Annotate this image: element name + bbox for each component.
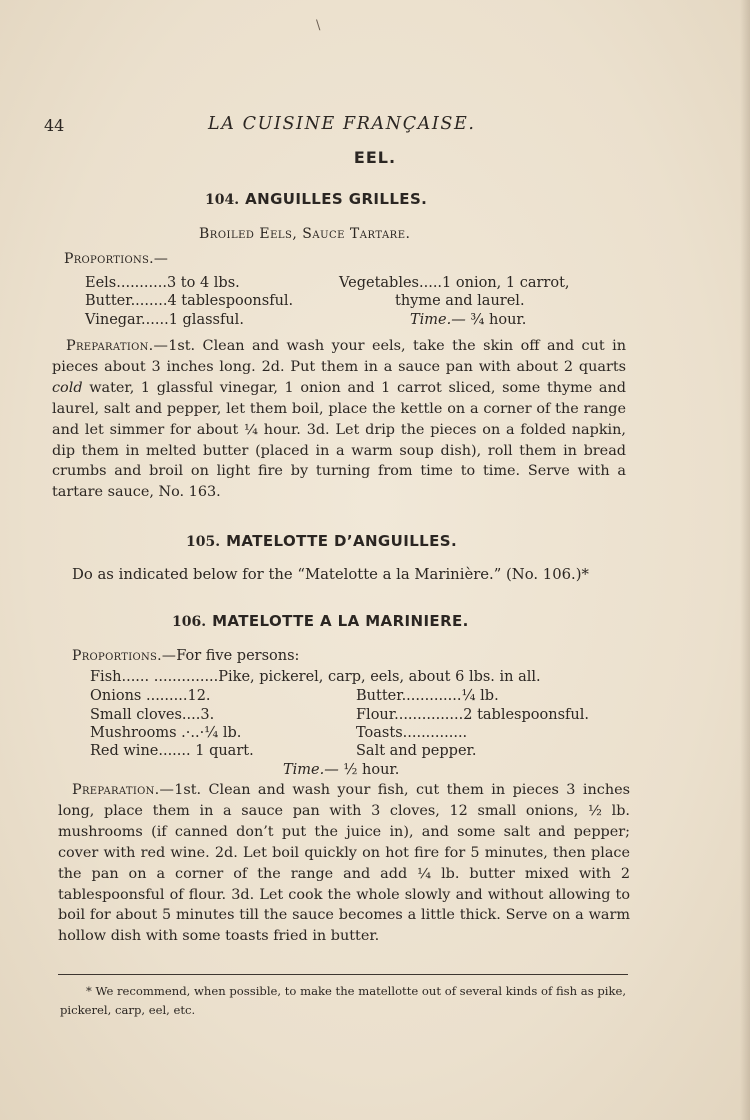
recipe-106-preparation [58, 780, 630, 947]
recipe-104-heading [205, 190, 427, 208]
time-label-106: Time.— [283, 762, 339, 778]
preparation-label-106: Preparation.— [72, 782, 175, 798]
ingredient-salt-pepper: Salt and pepper. [356, 743, 477, 759]
ingredient-cloves: Small cloves....3. [90, 707, 215, 723]
recipe-106-heading [172, 612, 469, 630]
recipe-104-time [410, 312, 526, 328]
ingredient-butter-106: Butter.............¼ lb. [356, 688, 499, 704]
ingredient-herbs: thyme and laurel. [395, 293, 525, 309]
time-value: ¾ hour. [470, 312, 527, 328]
time-value-106: ½ hour. [343, 762, 400, 778]
ingredient-flour: Flour...............2 tablespoonsful. [356, 707, 589, 723]
recipe-106-time [283, 762, 399, 778]
footnote: * We recommend, when possible, to make the matellotte out of several kinds of fish as pike, pickerel, carp, eel, etc. [60, 984, 627, 1017]
recipe-105-title: MATELOTTE D’ANGUILLES. [226, 532, 458, 550]
time-label: Time.— [410, 312, 466, 328]
recipe-104-proportions-label: Proportions.— [64, 251, 169, 267]
preparation-text-106: 1st. Clean and wash your fish, cut them in pieces 3 inches long, place them in a sauce pan with 3 cloves, 12 small onions, ½ lb. mushrooms (if canned don’t put the juice in), and some salt and pepper; cover with red wine. 2d. Let boil quickly on hot fire for 5 minutes, then place the pan on a corner of the range and add ¼ lb. butter mixed with 2 tablespoonsful of flour. 3d. Let cook the whole slowly and without allowing to boil for about 5 minutes till the sauce becomes a little thick. Serve on a warm hollow dish with some toasts fried in butter. [58, 782, 630, 945]
footnote-divider [58, 974, 628, 975]
recipe-106-proportions [72, 648, 299, 664]
recipe-104-title: ANGUILLES GRILLES. [245, 190, 428, 208]
recipe-106-title: MATELOTTE A LA MARINIERE. [212, 612, 469, 630]
stray-pencil-mark: \ [316, 18, 321, 33]
recipe-104-number: 104. [205, 192, 240, 208]
recipe-105-text: Do as indicated below for the “Matelotte a la Marinière.” (No. 106.)* [72, 566, 589, 583]
recipe-104-subtitle: Broiled Eels, Sauce Tartare. [199, 226, 411, 242]
recipe-106-number: 106. [172, 614, 207, 630]
preparation-label: Preparation.— [66, 338, 169, 354]
preparation-text-cont: water, 1 glassful vinegar, 1 onion and 1 carrot sliced, some thyme and laurel, salt and pepper, let them boil, place the kettle on a corner of the range and let simmer for about ¼ hour. 3d. Let drip the pieces on a folded napkin, dip them in melted butter (placed in a warm soup dish), roll them in bread crumbs and broil on light fire by turning from time to time. Serve with a tartare sauce, No. 163. [52, 379, 626, 501]
ingredient-vegetables: Vegetables.....1 onion, 1 carrot, [339, 275, 570, 291]
ingredient-fish: Fish...... ..............Pike, pickerel, carp, eels, about 6 lbs. in all. [90, 669, 541, 685]
recipe-104-preparation [52, 336, 626, 503]
ingredient-eels: Eels...........3 to 4 lbs. [85, 275, 240, 291]
preparation-italic: cold [52, 379, 83, 396]
page-edge-shadow [740, 0, 750, 1120]
ingredient-butter: Butter........4 tablespoonsful. [85, 293, 294, 309]
section-title: EEL. [353, 148, 397, 167]
ingredient-vinegar: Vinegar......1 glassful. [85, 312, 244, 328]
recipe-105-heading [186, 532, 457, 550]
ingredient-mushrooms: Mushrooms .·..·¼ lb. [90, 725, 242, 741]
ingredient-onions: Onions .........12. [90, 688, 211, 704]
recipe-106-proportions-rest: For five persons: [176, 648, 300, 664]
ingredient-red-wine: Red wine....... 1 quart. [90, 743, 254, 759]
preparation-text: 1st. Clean and wash your eels, take the skin off and cut in pieces about 3 inches long. 2d. Put them in a sauce pan with about 2 quarts [52, 338, 626, 375]
page-number: 44 [44, 116, 65, 135]
running-head: LA CUISINE FRANÇAISE. [208, 114, 476, 134]
recipe-106-proportions-label: Proportions.— [72, 648, 177, 664]
recipe-105-number: 105. [186, 534, 221, 550]
ingredient-toasts: Toasts.............. [356, 725, 468, 741]
